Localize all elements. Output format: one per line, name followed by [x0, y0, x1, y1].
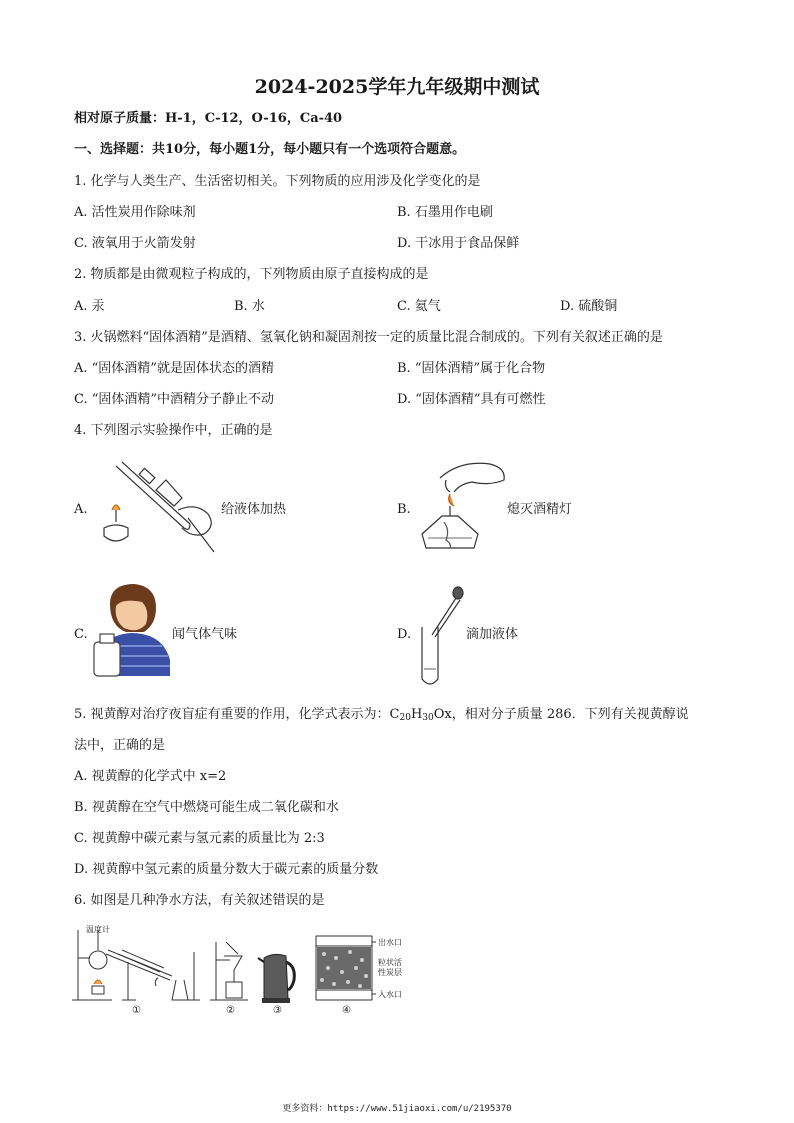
q4-option-a-caption: 给液体加热: [221, 502, 287, 517]
q3-option-c: C. “固体酒精”中酒精分子静止不动: [74, 392, 275, 407]
thermometer-label: 温度计: [86, 925, 110, 934]
q5-option-a: A. 视黄醇的化学式中 x=2: [74, 769, 227, 784]
exam-title: 2024-2025学年九年级期中测试: [254, 76, 540, 98]
smell-gas-illustration: [92, 580, 172, 676]
q2-option-b: B. 水: [234, 299, 265, 314]
q5-stem: [74, 706, 689, 724]
add-liquid-illustration: [418, 583, 466, 693]
extinguish-lamp-illustration: [420, 458, 510, 558]
q2-option-c: C. 氦气: [397, 299, 441, 314]
q5-formula-hydrogen: H: [410, 707, 423, 722]
q3-option-b: B. “固体酒精”属于化合物: [397, 361, 546, 376]
q4-option-b-letter: B.: [397, 502, 411, 517]
q4-option-c-letter: C.: [74, 627, 88, 642]
carbon-filter-figure: [312, 932, 376, 1004]
q3-option-a: A. “固体酒精”就是固体状态的酒精: [74, 361, 274, 376]
figure-number-4: ④: [342, 1005, 351, 1016]
atomic-mass-line: 相对原子质量：H-1，C-12，O-16，Ca-40: [74, 111, 343, 126]
q5-stem-line2: 法中，正确的是: [74, 738, 166, 753]
q1-option-d: D. 干冰用于食品保鲜: [397, 236, 520, 251]
figure-number-3: ③: [273, 1005, 282, 1016]
q4-option-a-letter: A.: [74, 502, 88, 517]
q5-option-d: D. 视黄醇中氢元素的质量分数大于碳元素的质量分数: [74, 862, 379, 877]
q5-formula-sub-hydrogen: 30: [422, 713, 434, 723]
q4-stem: 4. 下列图示实验操作中，正确的是: [74, 423, 273, 438]
q4-option-d-letter: D.: [397, 627, 412, 642]
outlet-label: 出水口: [378, 938, 402, 947]
q3-option-d: D. “固体酒精”具有可燃性: [397, 392, 546, 407]
section-heading: 一、选择题：共10分，每小题1分，每小题只有一个选项符合题意。: [74, 142, 466, 157]
q4-option-c-caption: 闻气体气味: [172, 627, 238, 642]
q2-option-a: A. 汞: [74, 299, 105, 314]
q5-stem-part-2: Ox，相对分子质量 286．下列有关视黄醇说: [433, 707, 689, 722]
q4-option-d-caption: 滴加液体: [466, 627, 519, 642]
inlet-label: 入水口: [378, 990, 402, 999]
distillation-figure: [72, 922, 202, 1012]
q6-stem: 6. 如图是几种净水方法，有关叙述错误的是: [74, 893, 325, 908]
q3-stem: 3. 火锅燃料“固体酒精”是酒精、氢氧化钠和凝固剂按一定的质量比混合制成的。下列有关叙述正确的是: [74, 330, 663, 345]
q5-stem-part: 5. 视黄醇对治疗夜盲症有重要的作用，化学式表示为：C: [74, 707, 400, 722]
q1-option-c: C. 液氧用于火箭发射: [74, 236, 196, 251]
q4-option-b-caption: 熄灭酒精灯: [507, 502, 573, 517]
q1-option-a: A. 活性炭用作除味剂: [74, 205, 196, 220]
q2-option-d: D. 硫酸铜: [560, 299, 618, 314]
kettle-figure: [258, 950, 296, 1004]
q5-option-b: B. 视黄醇在空气中燃烧可能生成二氧化碳和水: [74, 800, 339, 815]
filtration-figure: [210, 938, 252, 1006]
carbon-layer-label-2: 性炭层: [378, 968, 402, 977]
q1-option-b: B. 石墨用作电刷: [397, 205, 493, 220]
figure-number-2: ②: [226, 1005, 235, 1016]
q5-option-c: C. 视黄醇中碳元素与氢元素的质量比为 2:3: [74, 831, 325, 846]
q1-stem: 1. 化学与人类生产、生活密切相关。下列物质的应用涉及化学变化的是: [74, 174, 481, 189]
footer-link[interactable]: 更多资料：https://www.51jiaoxi.com/u/2195370: [282, 1104, 512, 1114]
q5-formula-sub-carbon: 20: [399, 713, 411, 723]
figure-number-1: ①: [132, 1005, 141, 1016]
heating-liquid-illustration: [96, 458, 226, 553]
q2-stem: 2. 物质都是由微观粒子构成的，下列物质由原子直接构成的是: [74, 267, 429, 282]
carbon-layer-label-1: 粒状活: [378, 958, 402, 967]
